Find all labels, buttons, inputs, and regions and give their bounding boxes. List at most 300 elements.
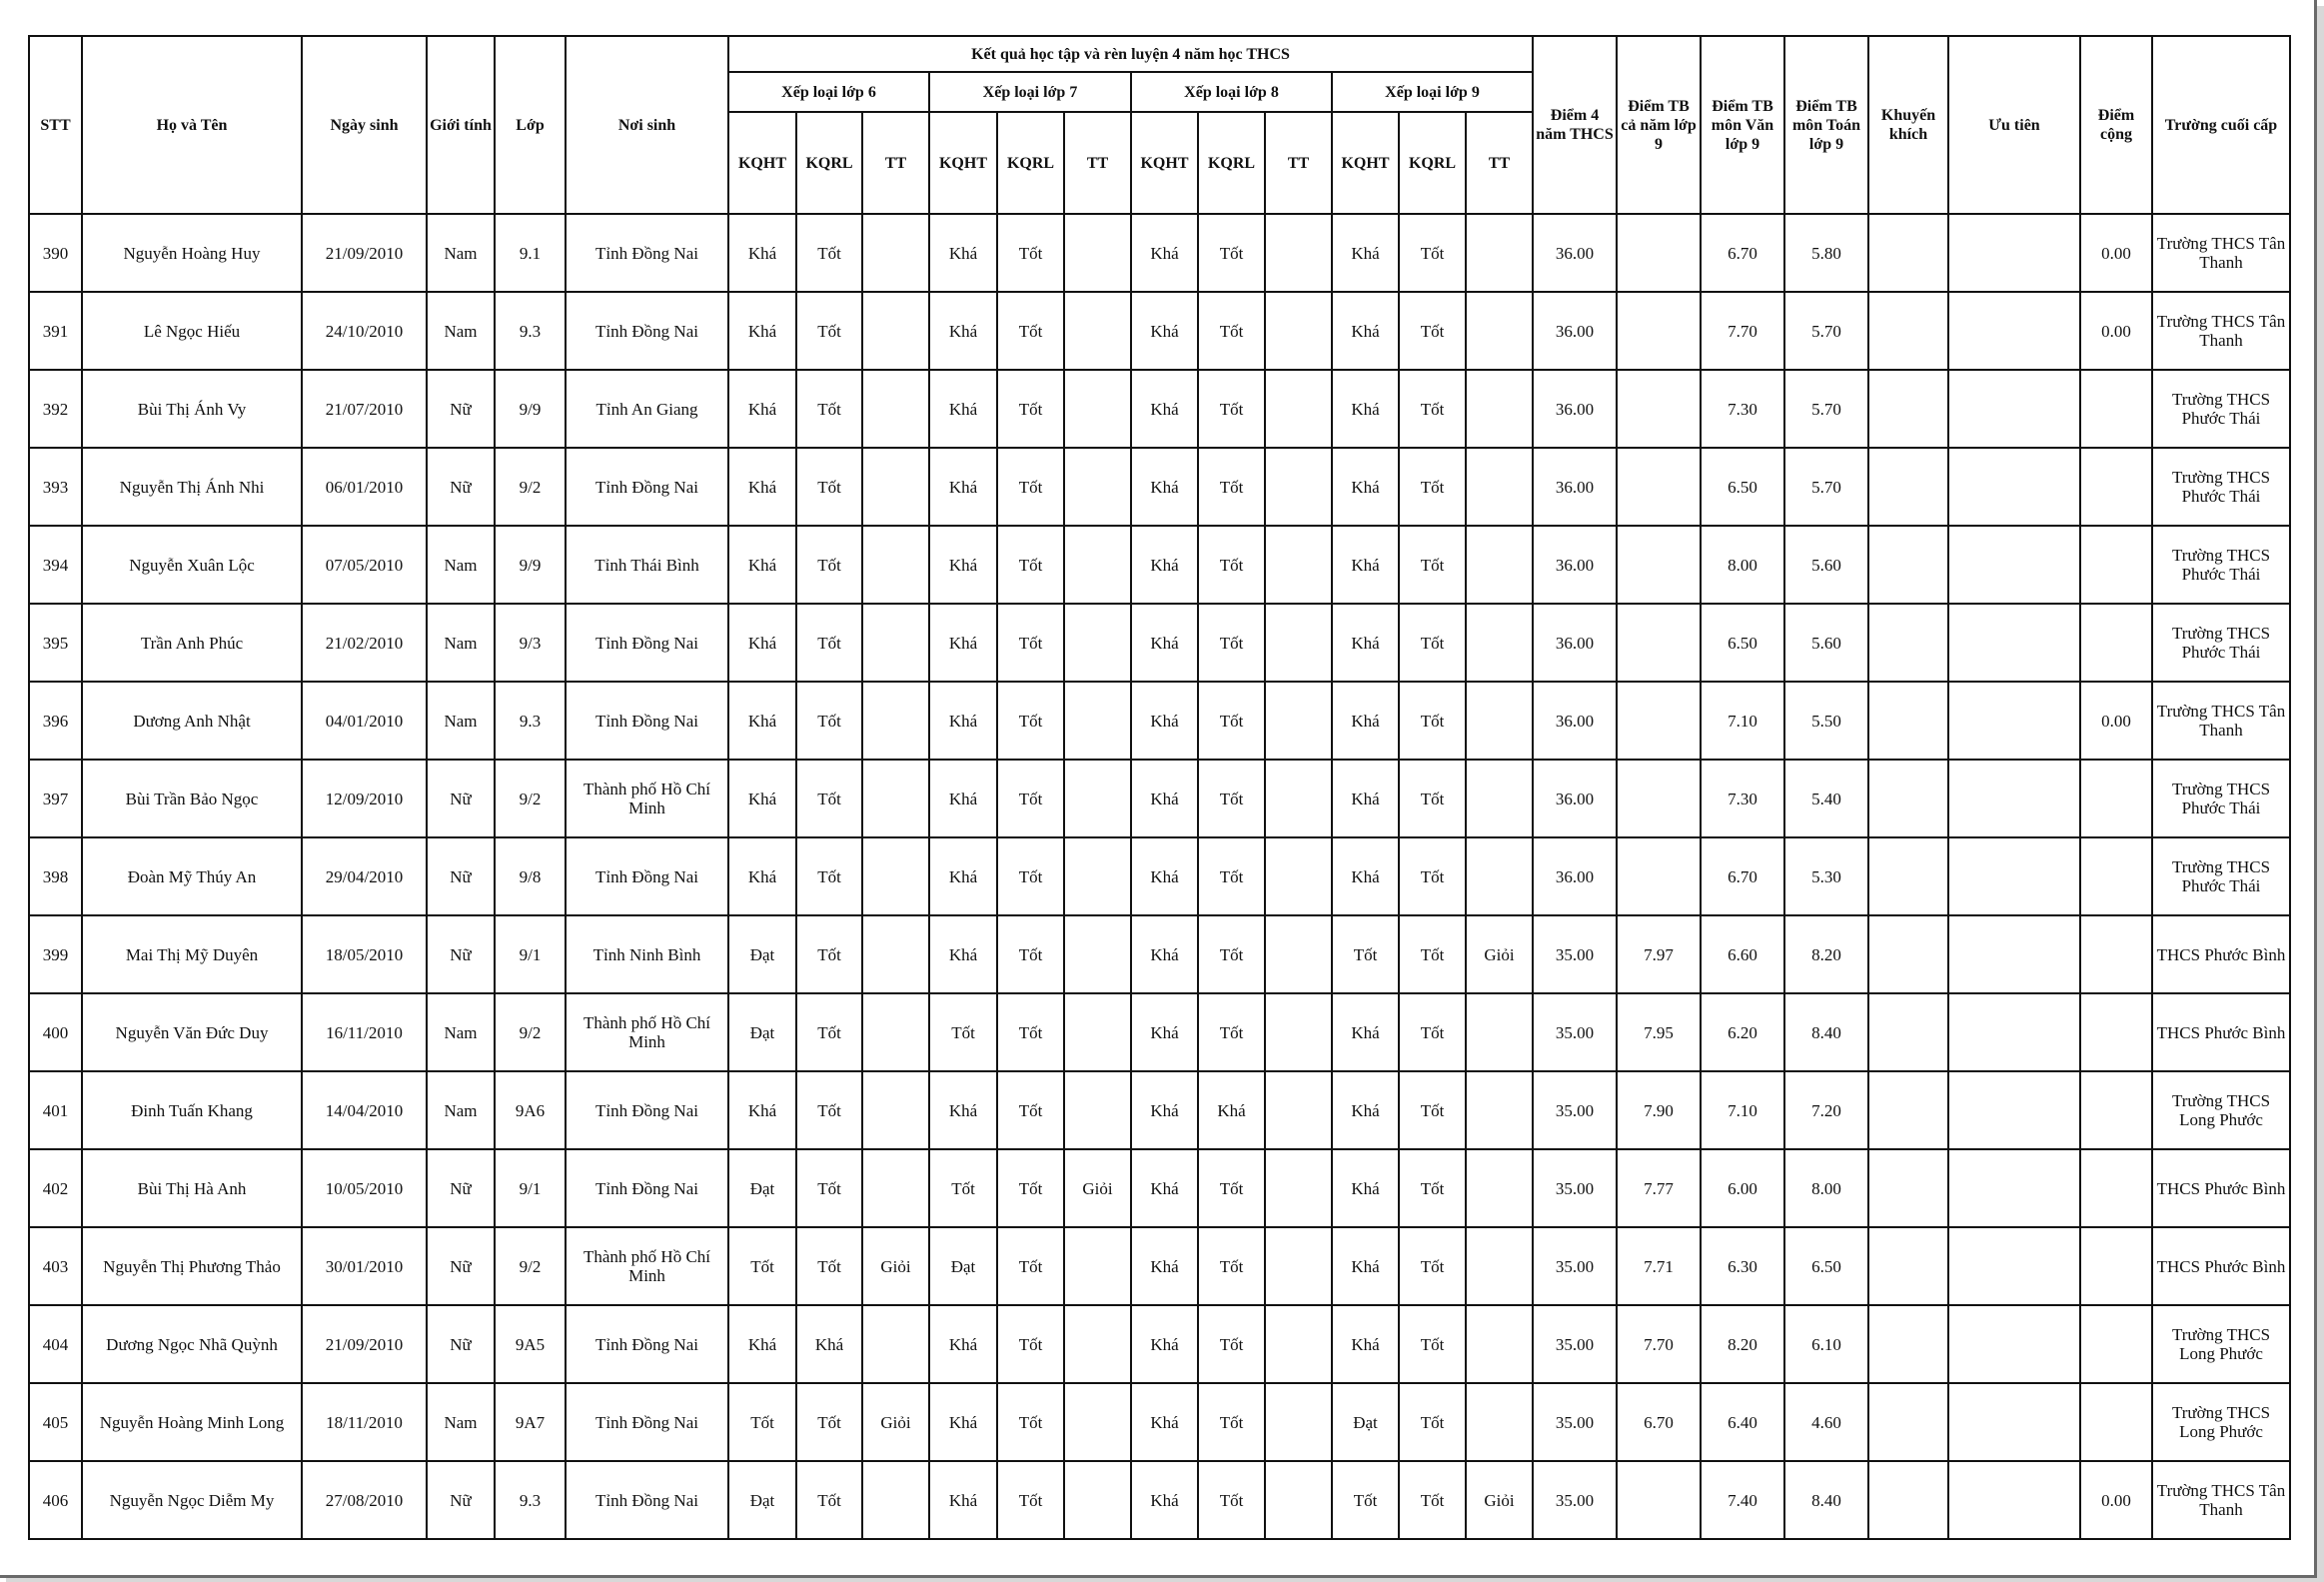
cell-dob: 16/11/2010	[302, 993, 427, 1071]
cell-grade7-kqht: Khá	[929, 837, 997, 915]
cell-score4: 35.00	[1533, 1305, 1617, 1383]
cell-grade6-kqrl: Tốt	[796, 1383, 862, 1461]
cell-grade8-kqht: Khá	[1131, 1305, 1198, 1383]
cell-encourage	[1868, 1305, 1948, 1383]
cell-grade6-tt: Giỏi	[862, 1227, 929, 1305]
cell-math9: 6.50	[1784, 1227, 1868, 1305]
cell-grade7-kqrl: Tốt	[997, 1383, 1064, 1461]
cell-stt: 403	[29, 1227, 82, 1305]
cell-grade7-kqrl: Tốt	[997, 1227, 1064, 1305]
cell-lit9: 7.70	[1701, 292, 1784, 370]
cell-grade8-kqrl: Tốt	[1198, 214, 1265, 292]
cell-grade7-tt	[1064, 1383, 1131, 1461]
cell-dob: 21/09/2010	[302, 214, 427, 292]
cell-birthplace: Tỉnh Đồng Nai	[566, 1383, 728, 1461]
cell-grade6-kqrl: Tốt	[796, 1227, 862, 1305]
cell-grade9-tt: Giỏi	[1466, 915, 1533, 993]
cell-grade6-kqrl: Tốt	[796, 1071, 862, 1149]
subheader-tt-grade-7: TT	[1064, 112, 1131, 214]
cell-priority	[1948, 1227, 2080, 1305]
cell-grade8-kqrl: Tốt	[1198, 837, 1265, 915]
cell-priority	[1948, 1461, 2080, 1539]
cell-math9: 8.40	[1784, 993, 1868, 1071]
cell-grade6-tt: Giỏi	[862, 1383, 929, 1461]
cell-class: 9/8	[495, 837, 566, 915]
cell-grade7-tt	[1064, 915, 1131, 993]
cell-grade8-tt	[1265, 993, 1332, 1071]
cell-bonus	[2080, 760, 2152, 837]
cell-grade8-kqht: Khá	[1131, 1461, 1198, 1539]
cell-stt: 396	[29, 682, 82, 760]
cell-grade8-tt	[1265, 915, 1332, 993]
cell-dob: 29/04/2010	[302, 837, 427, 915]
cell-grade9-kqht: Khá	[1332, 526, 1399, 604]
cell-grade9-tt: Giỏi	[1466, 1461, 1533, 1539]
cell-grade7-kqht: Khá	[929, 448, 997, 526]
cell-gender: Nam	[427, 993, 495, 1071]
cell-grade7-kqht: Khá	[929, 1071, 997, 1149]
header-name: Họ và Tên	[82, 36, 302, 214]
cell-grade9-tt	[1466, 370, 1533, 448]
cell-avg9: 7.71	[1617, 1227, 1701, 1305]
cell-class: 9A5	[495, 1305, 566, 1383]
cell-name: Bùi Thị Ánh Vy	[82, 370, 302, 448]
cell-score4: 35.00	[1533, 993, 1617, 1071]
cell-priority	[1948, 1071, 2080, 1149]
cell-score4: 35.00	[1533, 1071, 1617, 1149]
cell-bonus	[2080, 1149, 2152, 1227]
cell-grade8-kqrl: Tốt	[1198, 526, 1265, 604]
cell-dob: 18/05/2010	[302, 915, 427, 993]
cell-grade7-kqht: Khá	[929, 682, 997, 760]
cell-grade7-tt	[1064, 682, 1131, 760]
cell-grade9-kqht: Tốt	[1332, 1461, 1399, 1539]
cell-grade9-tt	[1466, 1149, 1533, 1227]
cell-grade8-kqrl: Tốt	[1198, 993, 1265, 1071]
subheader-kqrl-grade-7: KQRL	[997, 112, 1064, 214]
cell-priority	[1948, 682, 2080, 760]
cell-class: 9.3	[495, 682, 566, 760]
cell-school: Trường THCS Tân Thanh	[2152, 214, 2290, 292]
cell-grade6-tt	[862, 1071, 929, 1149]
cell-grade9-kqht: Khá	[1332, 1071, 1399, 1149]
cell-grade6-kqrl: Tốt	[796, 682, 862, 760]
cell-grade9-kqht: Khá	[1332, 993, 1399, 1071]
cell-grade9-kqht: Khá	[1332, 682, 1399, 760]
cell-grade6-kqrl: Tốt	[796, 370, 862, 448]
cell-gender: Nữ	[427, 915, 495, 993]
cell-encourage	[1868, 604, 1948, 682]
table-row	[29, 1461, 2290, 1539]
cell-grade7-kqht: Tốt	[929, 1149, 997, 1227]
cell-grade9-kqht: Khá	[1332, 370, 1399, 448]
cell-grade6-kqht: Đạt	[728, 915, 796, 993]
cell-name: Bùi Trần Bảo Ngọc	[82, 760, 302, 837]
cell-class: 9/2	[495, 760, 566, 837]
cell-grade8-kqrl: Tốt	[1198, 1227, 1265, 1305]
cell-lit9: 8.20	[1701, 1305, 1784, 1383]
cell-bonus	[2080, 1227, 2152, 1305]
cell-gender: Nam	[427, 1383, 495, 1461]
cell-score4: 36.00	[1533, 604, 1617, 682]
cell-school: Trường THCS Phước Thái	[2152, 526, 2290, 604]
table-row	[29, 604, 2290, 682]
cell-math9: 5.50	[1784, 682, 1868, 760]
cell-lit9: 7.10	[1701, 1071, 1784, 1149]
cell-grade6-tt	[862, 526, 929, 604]
cell-grade7-kqht: Khá	[929, 1461, 997, 1539]
cell-grade7-tt	[1064, 214, 1131, 292]
cell-school: Trường THCS Tân Thanh	[2152, 1461, 2290, 1539]
header-avg9: Điểm TB cả năm lớp 9	[1617, 36, 1701, 214]
cell-score4: 36.00	[1533, 292, 1617, 370]
cell-name: Nguyễn Ngọc Diễm My	[82, 1461, 302, 1539]
cell-bonus: 0.00	[2080, 292, 2152, 370]
cell-grade9-kqrl: Tốt	[1399, 1071, 1466, 1149]
subheader-kqrl-grade-9: KQRL	[1399, 112, 1466, 214]
cell-name: Nguyễn Hoàng Minh Long	[82, 1383, 302, 1461]
cell-school: Trường THCS Long Phước	[2152, 1305, 2290, 1383]
table-row	[29, 837, 2290, 915]
cell-priority	[1948, 760, 2080, 837]
cell-gender: Nam	[427, 526, 495, 604]
cell-name: Nguyễn Hoàng Huy	[82, 214, 302, 292]
cell-stt: 395	[29, 604, 82, 682]
cell-dob: 04/01/2010	[302, 682, 427, 760]
cell-encourage	[1868, 1149, 1948, 1227]
subheader-tt-grade-6: TT	[862, 112, 929, 214]
cell-birthplace: Tỉnh Đồng Nai	[566, 1149, 728, 1227]
cell-avg9	[1617, 214, 1701, 292]
cell-gender: Nữ	[427, 448, 495, 526]
cell-grade9-kqrl: Tốt	[1399, 214, 1466, 292]
cell-math9: 5.30	[1784, 837, 1868, 915]
cell-grade7-kqht: Khá	[929, 604, 997, 682]
cell-class: 9.3	[495, 292, 566, 370]
cell-grade7-kqrl: Tốt	[997, 1305, 1064, 1383]
cell-birthplace: Thành phố Hồ Chí Minh	[566, 993, 728, 1071]
cell-gender: Nam	[427, 682, 495, 760]
subheader-kqht-grade-6: KQHT	[728, 112, 796, 214]
cell-grade8-kqrl: Tốt	[1198, 1383, 1265, 1461]
cell-grade9-kqrl: Tốt	[1399, 760, 1466, 837]
cell-grade9-kqrl: Tốt	[1399, 915, 1466, 993]
cell-dob: 10/05/2010	[302, 1149, 427, 1227]
cell-grade7-tt	[1064, 526, 1131, 604]
cell-gender: Nữ	[427, 1149, 495, 1227]
cell-grade6-kqrl: Tốt	[796, 604, 862, 682]
page-shadow-bottom	[6, 1578, 2324, 1582]
cell-grade8-kqrl: Khá	[1198, 1071, 1265, 1149]
cell-grade8-tt	[1265, 760, 1332, 837]
cell-math9: 8.40	[1784, 1461, 1868, 1539]
cell-dob: 12/09/2010	[302, 760, 427, 837]
header-grade-9: Xếp loại lớp 9	[1332, 72, 1533, 112]
cell-grade7-tt: Giỏi	[1064, 1149, 1131, 1227]
cell-grade8-kqht: Khá	[1131, 915, 1198, 993]
cell-grade9-tt	[1466, 526, 1533, 604]
cell-math9: 5.60	[1784, 604, 1868, 682]
cell-school: Trường THCS Phước Thái	[2152, 370, 2290, 448]
cell-name: Nguyễn Văn Đức Duy	[82, 993, 302, 1071]
cell-grade6-kqrl: Tốt	[796, 837, 862, 915]
cell-grade8-kqht: Khá	[1131, 682, 1198, 760]
cell-grade7-tt	[1064, 837, 1131, 915]
cell-grade6-kqrl: Tốt	[796, 448, 862, 526]
cell-bonus	[2080, 1383, 2152, 1461]
cell-lit9: 6.50	[1701, 604, 1784, 682]
cell-grade8-kqrl: Tốt	[1198, 1461, 1265, 1539]
cell-score4: 36.00	[1533, 448, 1617, 526]
cell-priority	[1948, 370, 2080, 448]
cell-grade6-tt	[862, 915, 929, 993]
cell-gender: Nữ	[427, 837, 495, 915]
cell-birthplace: Tỉnh Đồng Nai	[566, 292, 728, 370]
cell-grade9-kqrl: Tốt	[1399, 837, 1466, 915]
cell-school: THCS Phước Bình	[2152, 993, 2290, 1071]
cell-school: THCS Phước Bình	[2152, 915, 2290, 993]
cell-gender: Nam	[427, 1071, 495, 1149]
cell-grade6-kqht: Khá	[728, 1071, 796, 1149]
header-stt: STT	[29, 36, 82, 214]
table-row	[29, 448, 2290, 526]
table-row	[29, 1305, 2290, 1383]
cell-grade6-tt	[862, 214, 929, 292]
cell-bonus	[2080, 448, 2152, 526]
cell-bonus	[2080, 1305, 2152, 1383]
cell-name: Lê Ngọc Hiếu	[82, 292, 302, 370]
header-score4: Điểm 4 năm THCS	[1533, 36, 1617, 214]
header-gender: Giới tính	[427, 36, 495, 214]
cell-grade8-kqht: Khá	[1131, 993, 1198, 1071]
cell-lit9: 7.10	[1701, 682, 1784, 760]
cell-grade8-kqht: Khá	[1131, 526, 1198, 604]
cell-encourage	[1868, 1071, 1948, 1149]
cell-encourage	[1868, 526, 1948, 604]
cell-stt: 405	[29, 1383, 82, 1461]
cell-birthplace: Thành phố Hồ Chí Minh	[566, 1227, 728, 1305]
cell-grade8-kqrl: Tốt	[1198, 682, 1265, 760]
cell-score4: 35.00	[1533, 915, 1617, 993]
cell-lit9: 6.60	[1701, 915, 1784, 993]
cell-grade9-kqht: Khá	[1332, 214, 1399, 292]
cell-lit9: 6.40	[1701, 1383, 1784, 1461]
cell-grade6-kqrl: Tốt	[796, 993, 862, 1071]
cell-priority	[1948, 214, 2080, 292]
table-row	[29, 370, 2290, 448]
cell-lit9: 6.30	[1701, 1227, 1784, 1305]
cell-school: Trường THCS Long Phước	[2152, 1071, 2290, 1149]
cell-grade9-kqht: Khá	[1332, 292, 1399, 370]
cell-stt: 406	[29, 1461, 82, 1539]
cell-grade6-kqrl: Khá	[796, 1305, 862, 1383]
cell-name: Dương Ngọc Nhã Quỳnh	[82, 1305, 302, 1383]
cell-grade8-tt	[1265, 370, 1332, 448]
header-priority: Ưu tiên	[1948, 36, 2080, 214]
cell-school: THCS Phước Bình	[2152, 1149, 2290, 1227]
cell-encourage	[1868, 448, 1948, 526]
cell-grade6-kqrl: Tốt	[796, 292, 862, 370]
header-results-group: Kết quả học tập và rèn luyện 4 năm học THCS	[728, 36, 1533, 72]
cell-bonus: 0.00	[2080, 682, 2152, 760]
cell-priority	[1948, 1149, 2080, 1227]
cell-score4: 36.00	[1533, 682, 1617, 760]
cell-lit9: 7.30	[1701, 760, 1784, 837]
cell-stt: 404	[29, 1305, 82, 1383]
cell-grade6-kqht: Khá	[728, 1305, 796, 1383]
cell-encourage	[1868, 1227, 1948, 1305]
cell-grade9-kqrl: Tốt	[1399, 993, 1466, 1071]
cell-school: Trường THCS Phước Thái	[2152, 604, 2290, 682]
cell-stt: 390	[29, 214, 82, 292]
table-row	[29, 1149, 2290, 1227]
cell-grade9-tt	[1466, 837, 1533, 915]
cell-grade9-kqrl: Tốt	[1399, 1305, 1466, 1383]
subheader-kqht-grade-8: KQHT	[1131, 112, 1198, 214]
cell-grade6-kqht: Khá	[728, 292, 796, 370]
cell-avg9	[1617, 448, 1701, 526]
table-row	[29, 1071, 2290, 1149]
cell-grade6-kqht: Khá	[728, 682, 796, 760]
cell-grade8-kqht: Khá	[1131, 292, 1198, 370]
cell-grade6-kqrl: Tốt	[796, 760, 862, 837]
cell-priority	[1948, 604, 2080, 682]
cell-dob: 21/02/2010	[302, 604, 427, 682]
cell-grade9-tt	[1466, 1071, 1533, 1149]
cell-lit9: 8.00	[1701, 526, 1784, 604]
cell-encourage	[1868, 837, 1948, 915]
subheader-kqht-grade-9: KQHT	[1332, 112, 1399, 214]
cell-grade7-tt	[1064, 1461, 1131, 1539]
cell-math9: 5.70	[1784, 370, 1868, 448]
cell-grade6-tt	[862, 292, 929, 370]
cell-grade7-kqht: Khá	[929, 370, 997, 448]
cell-priority	[1948, 292, 2080, 370]
cell-stt: 391	[29, 292, 82, 370]
cell-score4: 36.00	[1533, 760, 1617, 837]
cell-avg9: 6.70	[1617, 1383, 1701, 1461]
cell-grade9-tt	[1466, 760, 1533, 837]
cell-birthplace: Tỉnh Đồng Nai	[566, 1305, 728, 1383]
cell-math9: 8.20	[1784, 915, 1868, 993]
header-dob: Ngày sinh	[302, 36, 427, 214]
cell-class: 9A6	[495, 1071, 566, 1149]
cell-avg9	[1617, 1461, 1701, 1539]
cell-grade6-kqrl: Tốt	[796, 1461, 862, 1539]
cell-grade8-kqht: Khá	[1131, 1383, 1198, 1461]
cell-grade6-tt	[862, 993, 929, 1071]
cell-score4: 35.00	[1533, 1383, 1617, 1461]
cell-stt: 402	[29, 1149, 82, 1227]
cell-avg9: 7.97	[1617, 915, 1701, 993]
cell-encourage	[1868, 915, 1948, 993]
cell-grade6-kqht: Tốt	[728, 1227, 796, 1305]
cell-dob: 21/09/2010	[302, 1305, 427, 1383]
cell-grade8-tt	[1265, 448, 1332, 526]
cell-dob: 07/05/2010	[302, 526, 427, 604]
cell-grade8-tt	[1265, 1383, 1332, 1461]
cell-grade8-kqrl: Tốt	[1198, 370, 1265, 448]
cell-grade9-kqht: Khá	[1332, 760, 1399, 837]
cell-grade9-kqrl: Tốt	[1399, 1149, 1466, 1227]
cell-lit9: 6.00	[1701, 1149, 1784, 1227]
cell-encourage	[1868, 993, 1948, 1071]
cell-grade8-kqht: Khá	[1131, 370, 1198, 448]
cell-name: Mai Thị Mỹ Duyên	[82, 915, 302, 993]
cell-grade7-kqht: Khá	[929, 915, 997, 993]
cell-grade8-tt	[1265, 1149, 1332, 1227]
cell-grade7-kqrl: Tốt	[997, 214, 1064, 292]
table-row	[29, 993, 2290, 1071]
cell-dob: 30/01/2010	[302, 1227, 427, 1305]
cell-bonus	[2080, 993, 2152, 1071]
cell-grade9-tt	[1466, 604, 1533, 682]
cell-grade8-kqrl: Tốt	[1198, 1149, 1265, 1227]
cell-avg9: 7.90	[1617, 1071, 1701, 1149]
cell-name: Nguyễn Thị Ánh Nhi	[82, 448, 302, 526]
cell-math9: 6.10	[1784, 1305, 1868, 1383]
cell-stt: 399	[29, 915, 82, 993]
cell-grade8-tt	[1265, 604, 1332, 682]
cell-stt: 397	[29, 760, 82, 837]
header-grade-7: Xếp loại lớp 7	[929, 72, 1131, 112]
cell-class: 9/2	[495, 993, 566, 1071]
cell-math9: 5.60	[1784, 526, 1868, 604]
subheader-tt-grade-8: TT	[1265, 112, 1332, 214]
cell-grade7-kqrl: Tốt	[997, 760, 1064, 837]
cell-grade8-kqrl: Tốt	[1198, 292, 1265, 370]
cell-score4: 35.00	[1533, 1149, 1617, 1227]
cell-grade8-kqrl: Tốt	[1198, 604, 1265, 682]
cell-class: 9.3	[495, 1461, 566, 1539]
cell-grade8-kqht: Khá	[1131, 1071, 1198, 1149]
cell-name: Trần Anh Phúc	[82, 604, 302, 682]
cell-grade9-kqrl: Tốt	[1399, 604, 1466, 682]
cell-grade6-kqrl: Tốt	[796, 1149, 862, 1227]
cell-grade6-kqht: Khá	[728, 604, 796, 682]
cell-grade7-kqrl: Tốt	[997, 526, 1064, 604]
cell-class: 9/1	[495, 915, 566, 993]
cell-math9: 5.70	[1784, 448, 1868, 526]
cell-grade7-kqrl: Tốt	[997, 1461, 1064, 1539]
cell-dob: 06/01/2010	[302, 448, 427, 526]
cell-bonus	[2080, 1071, 2152, 1149]
cell-grade7-kqht: Tốt	[929, 993, 997, 1071]
table-row	[29, 526, 2290, 604]
cell-grade8-kqht: Khá	[1131, 1227, 1198, 1305]
table-row	[29, 915, 2290, 993]
cell-gender: Nam	[427, 214, 495, 292]
cell-encourage	[1868, 370, 1948, 448]
cell-grade9-tt	[1466, 993, 1533, 1071]
cell-grade9-kqht: Tốt	[1332, 915, 1399, 993]
cell-grade6-kqrl: Tốt	[796, 915, 862, 993]
cell-grade6-kqht: Khá	[728, 526, 796, 604]
cell-grade8-tt	[1265, 682, 1332, 760]
cell-birthplace: Tỉnh Đồng Nai	[566, 448, 728, 526]
cell-dob: 21/07/2010	[302, 370, 427, 448]
header-birthplace: Nơi sinh	[566, 36, 728, 214]
cell-grade9-tt	[1466, 292, 1533, 370]
cell-priority	[1948, 448, 2080, 526]
cell-dob: 14/04/2010	[302, 1071, 427, 1149]
cell-grade6-tt	[862, 837, 929, 915]
cell-grade8-kqht: Khá	[1131, 214, 1198, 292]
cell-lit9: 6.50	[1701, 448, 1784, 526]
table-row	[29, 682, 2290, 760]
cell-grade6-kqrl: Tốt	[796, 214, 862, 292]
cell-grade8-tt	[1265, 526, 1332, 604]
